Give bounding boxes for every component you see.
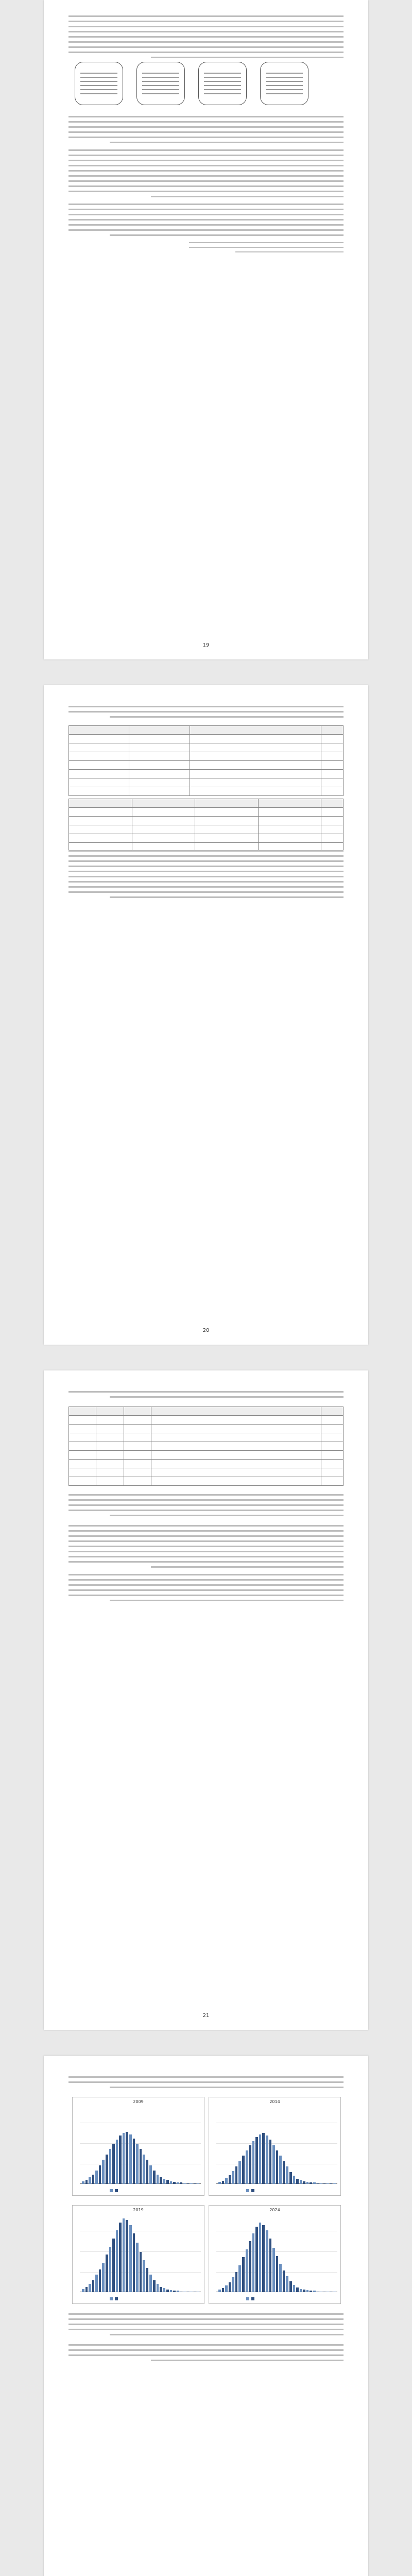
histogram-bar [126, 2220, 128, 2292]
histogram-bar [143, 2155, 145, 2184]
histogram-bar [166, 2180, 169, 2184]
histogram-bar [116, 2230, 118, 2292]
histogram-bar [289, 2172, 292, 2184]
histogram-bar [133, 2233, 135, 2292]
histogram-bar [187, 2183, 190, 2184]
histogram-bar [303, 2181, 305, 2184]
histogram-panel [72, 2097, 204, 2196]
histogram-bar [262, 2133, 265, 2184]
histogram-bar [129, 2225, 132, 2292]
histogram-bar [232, 2277, 234, 2292]
histogram-bar [249, 2145, 251, 2184]
histogram-bar [225, 2285, 228, 2292]
histogram-bar [255, 2137, 258, 2184]
histogram-bar [238, 2265, 241, 2292]
histogram-bar [286, 2166, 288, 2184]
paragraph [68, 1574, 344, 1605]
histogram-bar [136, 2243, 139, 2292]
figure-caption [68, 2076, 344, 2092]
legend [245, 2189, 255, 2192]
histogram-bar [296, 2179, 299, 2184]
histogram-bar [238, 2161, 241, 2184]
paragraph [68, 116, 344, 147]
page-number: 20 [202, 1328, 210, 1333]
document-page-22 [44, 2056, 368, 2576]
histogram-bar [126, 2132, 128, 2184]
histogram-bar [99, 2165, 101, 2184]
panel-title: 2024 [269, 2208, 280, 2212]
histogram-bar [283, 2270, 285, 2292]
histogram-bar [153, 2280, 156, 2292]
histogram-bar [266, 2230, 268, 2292]
histogram-bar [123, 2218, 125, 2292]
histogram-bar [272, 2145, 275, 2184]
document-page-19 [44, 0, 368, 659]
histogram-bar [95, 2275, 98, 2292]
panel-title: 2009 [133, 2099, 144, 2104]
histogram-bar [303, 2290, 305, 2292]
histogram-bar [197, 2183, 199, 2184]
histogram-bar [333, 2183, 336, 2184]
histogram-bar [140, 2252, 142, 2292]
histogram-bar [320, 2183, 322, 2184]
histogram-bar [173, 2291, 176, 2292]
histogram-bar [252, 2233, 255, 2292]
histogram-bar [180, 2182, 183, 2184]
legend [245, 2297, 255, 2300]
histogram-bar [136, 2144, 139, 2184]
histogram-bar [283, 2161, 285, 2184]
diagram-box-2 [136, 62, 185, 105]
histogram-bar [85, 2287, 88, 2292]
histogram-bar [163, 2288, 166, 2292]
histogram-bar [170, 2290, 173, 2292]
paragraph [68, 850, 344, 902]
histogram-bar [89, 2177, 91, 2184]
histogram-bar [269, 2239, 272, 2292]
histogram-bar [330, 2183, 333, 2184]
histogram-bar [218, 2182, 221, 2184]
histogram-bar [157, 2284, 159, 2292]
histogram-bar [116, 2140, 118, 2184]
histogram-bar [163, 2179, 166, 2184]
histogram-bar [119, 2136, 122, 2184]
histogram-bar [289, 2281, 292, 2292]
histogram-bar [177, 2291, 179, 2292]
data-table [68, 725, 344, 796]
legend [109, 2189, 119, 2192]
histogram-bar [225, 2178, 228, 2184]
histogram-bar [306, 2182, 309, 2184]
histogram-bar [276, 2150, 279, 2184]
histogram-bar [272, 2248, 275, 2292]
legend [109, 2297, 119, 2300]
paragraph [68, 2344, 344, 2365]
document-page-20 [44, 685, 368, 1345]
histogram-bar [102, 2263, 105, 2292]
histogram-bar [255, 2227, 258, 2292]
paragraph [68, 15, 344, 62]
histogram-bar [109, 2149, 112, 2184]
histogram-bar [222, 2288, 225, 2292]
histogram-bar [269, 2140, 272, 2184]
histogram-bar [106, 2155, 108, 2184]
paragraph [68, 204, 344, 240]
data-table [68, 799, 344, 852]
histogram-bar [222, 2181, 225, 2184]
histogram-bar [82, 2289, 84, 2293]
histogram-bar [242, 2257, 245, 2292]
histogram-bar [160, 2177, 162, 2184]
histogram-bar [133, 2139, 135, 2184]
histogram-bar [146, 2268, 149, 2292]
histogram-bar [259, 2223, 262, 2292]
histogram-bar [218, 2290, 221, 2292]
histogram-bar [123, 2133, 125, 2184]
data-table [68, 1406, 344, 1486]
histogram-bar [149, 2275, 152, 2292]
table-caption [68, 706, 344, 721]
histogram-bar [232, 2171, 234, 2184]
histogram-bar [279, 2156, 282, 2184]
page-number: 19 [202, 642, 210, 648]
diagram-box-4 [260, 62, 308, 105]
histogram-bar [143, 2260, 145, 2292]
histogram-bar [95, 2171, 98, 2184]
panel-title: 2014 [269, 2099, 280, 2104]
histogram-panel [72, 2205, 204, 2304]
diagram-box-3 [198, 62, 247, 105]
histogram-bar [317, 2183, 319, 2184]
histogram-bar [286, 2276, 288, 2292]
histogram-bar [310, 2291, 312, 2292]
histogram-bar [102, 2160, 105, 2184]
histogram-bar [229, 2175, 231, 2184]
histogram-bar [170, 2181, 173, 2184]
histogram-bar [276, 2256, 279, 2292]
histogram-bar [313, 2291, 316, 2292]
histogram-bar [235, 2272, 238, 2292]
histogram-bar [306, 2290, 309, 2292]
diagram-box-1 [75, 62, 123, 105]
histogram-bar [323, 2183, 326, 2184]
histogram-bar [262, 2225, 265, 2292]
histogram-bar [194, 2183, 196, 2184]
histogram-panel [209, 2205, 341, 2304]
histogram-bar [266, 2136, 268, 2184]
histogram-bar [157, 2175, 159, 2184]
paragraph [68, 1494, 344, 1520]
histogram-bar [259, 2134, 262, 2184]
page-number: 21 [202, 2013, 210, 2019]
paragraph [68, 2313, 344, 2339]
histogram-bar [190, 2183, 193, 2184]
histogram-bar [92, 2280, 95, 2292]
histogram-bar [106, 2255, 108, 2292]
histogram-bar [310, 2182, 312, 2184]
histogram-bar [146, 2160, 149, 2184]
histogram-bar [109, 2247, 112, 2292]
histogram-bar [99, 2269, 101, 2292]
histogram-bar [112, 2144, 115, 2184]
histogram-bar [160, 2287, 162, 2292]
histogram-bar [140, 2149, 142, 2184]
histogram-bar [112, 2239, 115, 2292]
histogram-bar [177, 2182, 179, 2184]
histogram-bar [246, 2150, 248, 2184]
histogram-bar [249, 2241, 251, 2292]
histogram-bar [166, 2290, 169, 2292]
panel-title: 2019 [133, 2208, 144, 2212]
footnote [189, 242, 344, 256]
histogram-bar [149, 2165, 152, 2184]
histogram-bar [183, 2183, 186, 2184]
histogram-bar [293, 2285, 296, 2292]
histogram-bar [252, 2141, 255, 2184]
histogram-bar [300, 2289, 302, 2293]
histogram-bar [89, 2284, 91, 2292]
histogram-bar [119, 2223, 122, 2292]
histogram-bar [85, 2180, 88, 2184]
histogram-bar [173, 2182, 176, 2184]
histogram-bar [313, 2182, 316, 2184]
histogram-bar [82, 2181, 84, 2184]
document-page-21 [44, 1370, 368, 2030]
histogram-bar [242, 2156, 245, 2184]
histogram-bar [246, 2249, 248, 2292]
histogram-bar [92, 2175, 95, 2184]
histogram-bar [327, 2183, 329, 2184]
histogram-bar [229, 2282, 231, 2293]
paragraph [68, 1525, 344, 1571]
histogram-bar [296, 2287, 299, 2292]
paragraph [68, 149, 344, 201]
histogram-bar [235, 2166, 238, 2184]
histogram-bar [300, 2180, 302, 2184]
histogram-bar [129, 2134, 132, 2184]
histogram-bar [279, 2264, 282, 2292]
histogram-bar [293, 2176, 296, 2184]
histogram-panel [209, 2097, 341, 2196]
histogram-bar [153, 2171, 156, 2184]
table-caption [68, 1391, 344, 1401]
